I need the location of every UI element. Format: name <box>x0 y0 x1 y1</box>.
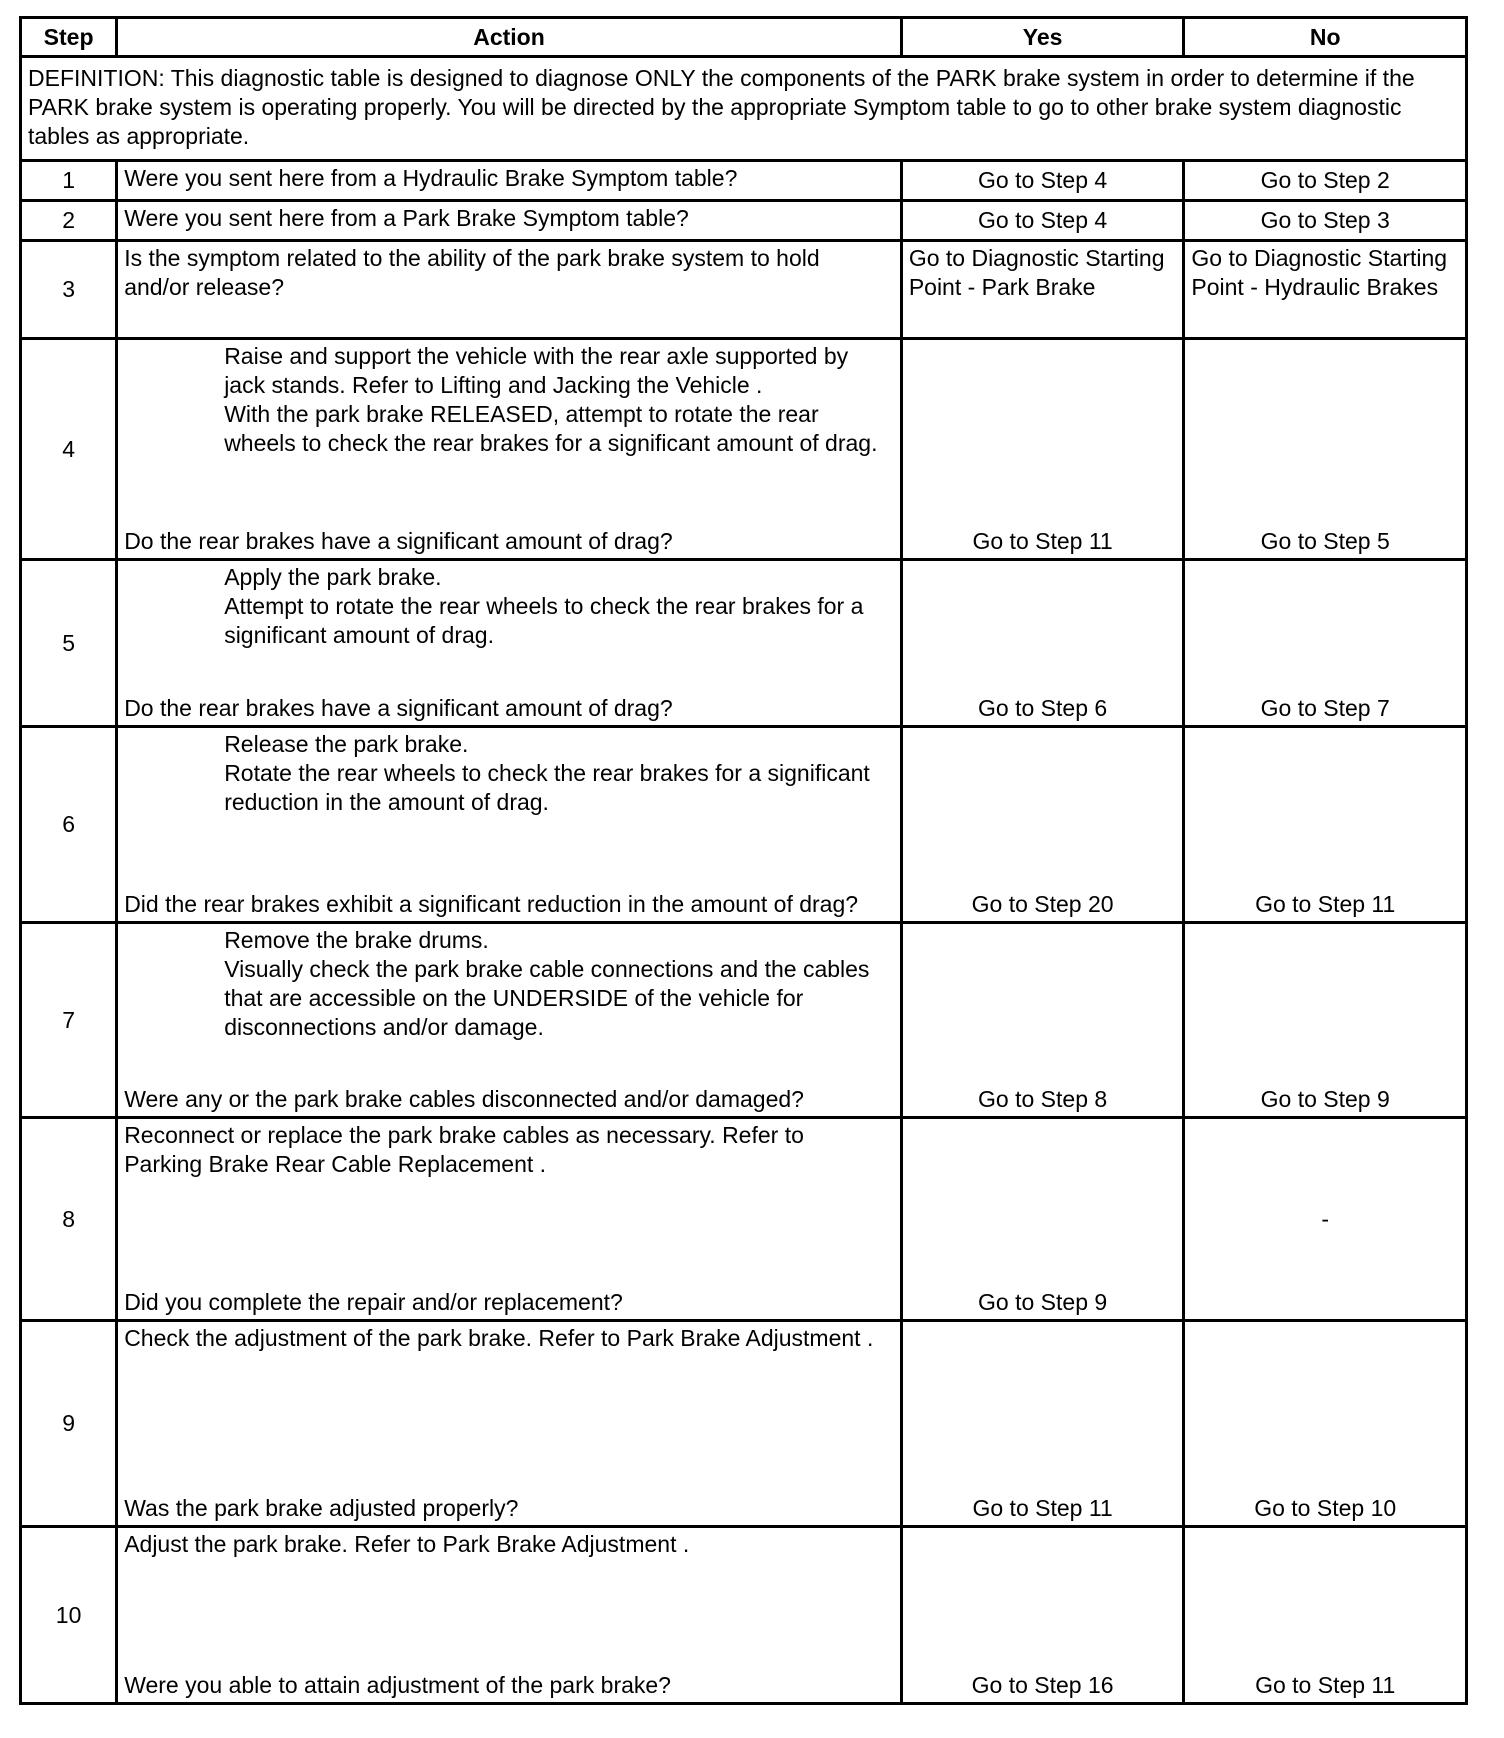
step-number: 10 <box>22 1528 115 1702</box>
table-row <box>22 924 1465 1116</box>
table-row <box>22 561 1465 725</box>
yes-result: Go to Step 4 <box>903 202 1183 239</box>
definition-text: DEFINITION: This diagnostic table is designed to diagnose ONLY the components of the PARK brake system in order to determine if the PARK brake system is operating properly. You will be directed by the appropriate Symptom table to go to other brake system diagnostic tables as appropriate. <box>22 58 1465 159</box>
yes-result: Go to Diagnostic Starting Point - Park Brake <box>903 242 1183 337</box>
no-cell <box>1185 1528 1465 1702</box>
yes-result: Go to Step 6 <box>978 695 1108 721</box>
action-text: Is the symptom related to the ability of the park brake system to hold and/or release? <box>124 245 820 300</box>
yes-result: Go to Step 16 <box>971 1672 1114 1698</box>
no-cell <box>1185 1322 1465 1525</box>
no-result: - <box>1185 1119 1465 1319</box>
instruction-line: Raise and support the vehicle with the rear axle supported by jack stands. Refer to Lifting and Jacking the Vehicle . <box>224 343 849 398</box>
action-cell <box>118 1322 900 1525</box>
action-text: Were you sent here from a Park Brake Symptom table? <box>118 202 900 239</box>
yes-cell <box>903 1528 1183 1702</box>
no-result: Go to Step 2 <box>1185 162 1465 199</box>
action-cell <box>118 728 900 921</box>
action-text: Reconnect or replace the park brake cables as necessary. Refer to Parking Brake Rear Cable Replacement . <box>124 1122 804 1177</box>
table-row <box>22 1322 1465 1525</box>
no-result: Go to Step 10 <box>1254 1495 1397 1521</box>
no-result: Go to Diagnostic Starting Point - Hydraulic Brakes <box>1185 242 1465 337</box>
action-text: Adjust the park brake. Refer to Park Brake Adjustment . <box>124 1531 690 1557</box>
no-result: Go to Step 11 <box>1255 891 1396 917</box>
step-number: 4 <box>22 340 115 558</box>
step-number: 1 <box>22 162 115 199</box>
yes-result: Go to Step 8 <box>978 1086 1108 1112</box>
instruction-line: Attempt to rotate the rear wheels to check the rear brakes for a significant amount of drag. <box>224 593 864 648</box>
diagnostic-table <box>19 16 1468 1705</box>
table-row <box>22 728 1465 921</box>
diagnostic-document <box>19 16 1468 1705</box>
action-text: Check the adjustment of the park brake. Refer to Park Brake Adjustment . <box>124 1325 874 1351</box>
instruction-line: Remove the brake drums. <box>224 927 489 953</box>
yes-result: Go to Step 11 <box>972 1495 1113 1521</box>
no-cell <box>1185 728 1465 921</box>
yes-result: Go to Step 9 <box>978 1289 1108 1315</box>
instruction-line: Visually check the park brake cable connections and the cables that are accessible on the UNDERSIDE of the vehicle for disconnections and/or damage. <box>224 956 870 1040</box>
question-text: Were any or the park brake cables disconnected and/or damaged? <box>124 1086 804 1112</box>
header-action: Action <box>118 19 900 55</box>
step-number: 6 <box>22 728 115 921</box>
question-text: Were you able to attain adjustment of the park brake? <box>124 1672 671 1698</box>
table-row <box>22 1119 1465 1319</box>
table-row <box>22 202 1465 239</box>
instruction-line: Apply the park brake. <box>224 564 442 590</box>
yes-cell <box>903 1119 1183 1319</box>
yes-result: Go to Step 4 <box>903 162 1183 199</box>
step-number: 2 <box>22 202 115 239</box>
header-yes: Yes <box>903 19 1183 55</box>
yes-result: Go to Step 20 <box>971 891 1114 917</box>
yes-cell <box>903 924 1183 1116</box>
table-row <box>22 340 1465 558</box>
no-cell <box>1185 924 1465 1116</box>
no-result: Go to Step 11 <box>1255 1672 1396 1698</box>
action-text: Were you sent here from a Hydraulic Brake Symptom table? <box>118 162 900 199</box>
table-row <box>22 1528 1465 1702</box>
no-result: Go to Step 9 <box>1260 1086 1390 1112</box>
instruction-line: Release the park brake. <box>224 731 469 757</box>
action-cell <box>118 561 900 725</box>
yes-cell <box>903 1322 1183 1525</box>
action-cell <box>118 1528 900 1702</box>
no-result: Go to Step 3 <box>1185 202 1465 239</box>
table-row <box>22 242 1465 337</box>
step-number: 9 <box>22 1322 115 1525</box>
definition-row <box>22 58 1465 159</box>
question-text: Did the rear brakes exhibit a significant reduction in the amount of drag? <box>124 891 859 917</box>
no-cell <box>1185 340 1465 558</box>
action-cell <box>118 340 900 558</box>
action-cell <box>118 242 900 337</box>
question-text: Do the rear brakes have a significant amount of drag? <box>124 528 673 554</box>
no-result: Go to Step 5 <box>1260 528 1390 554</box>
yes-cell <box>903 561 1183 725</box>
question-text: Did you complete the repair and/or replacement? <box>124 1289 623 1315</box>
instruction-line: With the park brake RELEASED, attempt to rotate the rear wheels to check the rear brakes for a significant amount of drag. <box>224 401 878 456</box>
instruction-line: Rotate the rear wheels to check the rear brakes for a significant reduction in the amount of drag. <box>224 760 870 815</box>
step-number: 3 <box>22 242 115 337</box>
table-row <box>22 162 1465 199</box>
action-cell <box>118 924 900 1116</box>
yes-result: Go to Step 11 <box>972 528 1113 554</box>
yes-cell <box>903 340 1183 558</box>
step-number: 5 <box>22 561 115 725</box>
step-number: 8 <box>22 1119 115 1319</box>
header-no: No <box>1185 19 1465 55</box>
header-row <box>22 19 1465 55</box>
action-cell <box>118 1119 900 1319</box>
no-cell <box>1185 561 1465 725</box>
question-text: Do the rear brakes have a significant amount of drag? <box>124 695 673 721</box>
question-text: Was the park brake adjusted properly? <box>124 1495 519 1521</box>
no-result: Go to Step 7 <box>1260 695 1390 721</box>
yes-cell <box>903 728 1183 921</box>
header-step: Step <box>22 19 115 55</box>
step-number: 7 <box>22 924 115 1116</box>
